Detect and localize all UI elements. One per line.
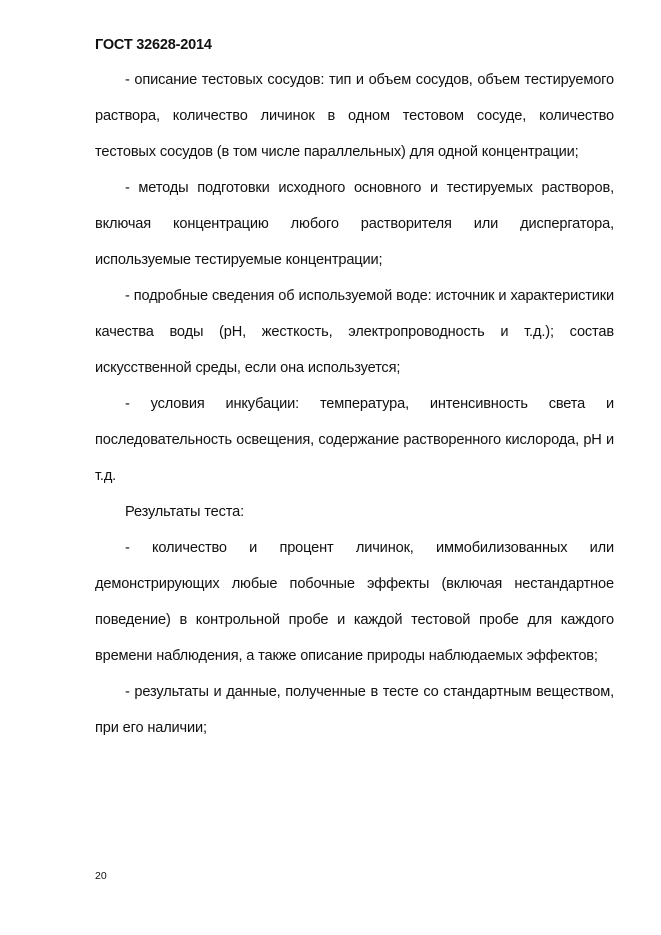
paragraph-water-details: - подробные сведения об используемой воде: источник и характеристики качества воды (pH, жесткость, электропроводность и т.д.); состав искусственной среды, если она используется; [95, 288, 614, 376]
document-body [95, 62, 614, 746]
paragraph-reference-substance: - результаты и данные, полученные в тесте со стандартным веществом, при его наличии; [95, 684, 614, 736]
paragraph-incubation-conditions: - условия инкубации: температура, интенсивность света и последовательность освещения, содержание растворенного кислорода, pH и т.д. [95, 396, 614, 484]
standard-header: ГОСТ 32628-2014 [95, 37, 212, 53]
paragraph-test-results-heading: Результаты теста: [125, 504, 244, 520]
paragraph-test-vessels: - описание тестовых сосудов: тип и объем сосудов, объем тестируемого раствора, количество личинок в одном тестовом сосуде, количество тестовых сосудов (в том числе параллельных) для одной концентрации; [95, 72, 614, 160]
page-number: 20 [95, 870, 107, 882]
paragraph-immobilized-larvae: - количество и процент личинок, иммобилизованных или демонстрирующих любые побочные эффекты (включая нестандартное поведение) в контрольной пробе и каждой тестовой пробе для каждого времени наблюдения, а также описание природы наблюдаемых эффектов; [95, 540, 614, 664]
paragraph-solution-preparation: - методы подготовки исходного основного и тестируемых растворов, включая концентрацию любого растворителя или диспергатора, используемые тестируемые концентрации; [95, 180, 614, 268]
